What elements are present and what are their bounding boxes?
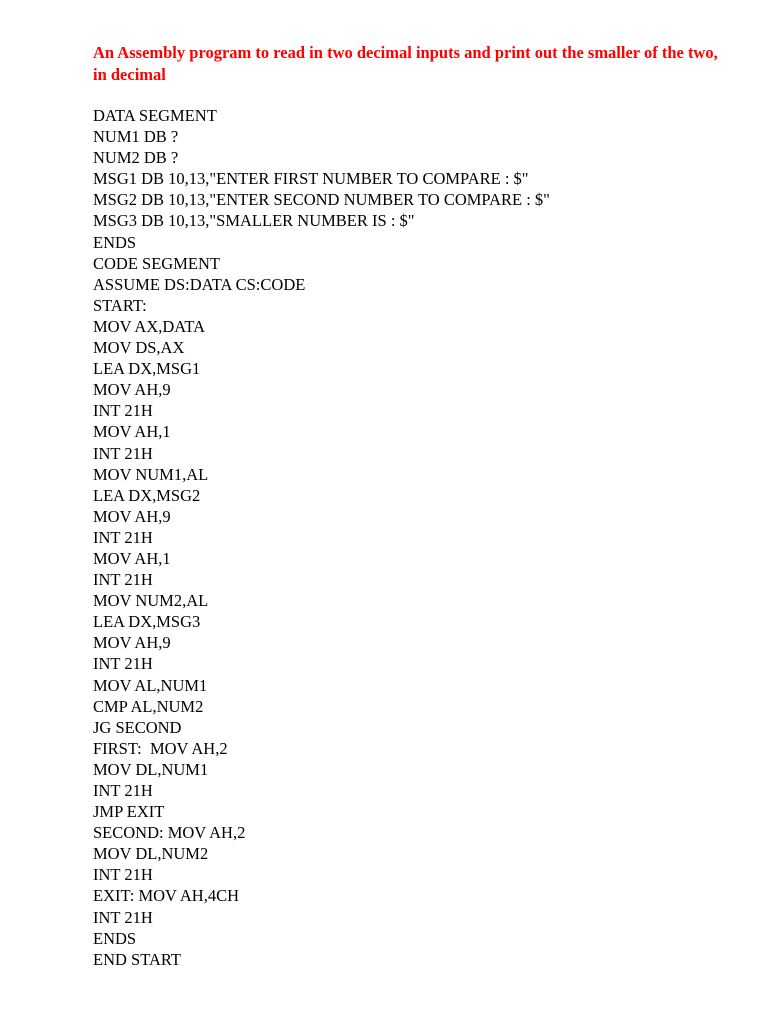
- code-line: START:: [93, 295, 147, 315]
- code-line: MOV AH,9: [93, 380, 171, 400]
- code-line: MOV AH,1: [93, 422, 171, 442]
- code-line: ENDS: [93, 232, 137, 252]
- document-title: An Assembly program to read in two decimal inputs and print out the smaller of the two, in decimal: [93, 43, 718, 84]
- code-line: NUM2 DB ?: [93, 148, 179, 168]
- code-line: JG SECOND: [93, 717, 182, 737]
- code-line: INT 21H: [93, 781, 153, 800]
- code-line: MSG2 DB 10,13,"ENTER SECOND NUMBER TO COMPARE : $": [93, 190, 550, 210]
- code-line: LEA DX,MSG2: [93, 485, 201, 505]
- code-line: NUM1 DB ?: [93, 127, 179, 147]
- code-line: CMP AL,NUM2: [93, 696, 204, 716]
- code-line: MOV AL,NUM1: [93, 675, 208, 695]
- code-line: END START: [93, 949, 181, 969]
- code-listing: [93, 105, 550, 970]
- code-line: MOV NUM2,AL: [93, 591, 209, 611]
- code-line: ENDS: [93, 928, 137, 948]
- code-line: EXIT: MOV AH,4CH: [93, 886, 240, 906]
- code-line: INT 21H: [93, 401, 153, 421]
- code-line: INT 21H: [93, 865, 153, 885]
- code-line: MOV AH,9: [93, 633, 171, 653]
- code-line: MOV DL,NUM2: [93, 844, 209, 864]
- code-line: MSG3 DB 10,13,"SMALLER NUMBER IS : $": [93, 211, 415, 231]
- code-line: ASSUME DS:DATA CS:CODE: [93, 274, 306, 294]
- code-line: INT 21H: [93, 443, 153, 463]
- code-line: INT 21H: [93, 570, 153, 590]
- code-line: SECOND: MOV AH,2: [93, 823, 246, 843]
- code-line: MOV NUM1,AL: [93, 464, 209, 484]
- code-line: MOV AX,DATA: [93, 316, 206, 336]
- code-line: INT 21H: [93, 907, 153, 927]
- code-line: INT 21H: [93, 527, 153, 547]
- code-line: FIRST: MOV AH,2: [93, 738, 228, 758]
- code-line: LEA DX,MSG1: [93, 359, 201, 379]
- code-line: MSG1 DB 10,13,"ENTER FIRST NUMBER TO COMPARE : $": [93, 169, 529, 189]
- code-line: INT 21H: [93, 654, 153, 674]
- code-line: CODE SEGMENT: [93, 253, 220, 273]
- code-line: JMP EXIT: [93, 802, 165, 822]
- code-line: MOV AH,1: [93, 548, 171, 568]
- code-line: MOV AH,9: [93, 506, 171, 526]
- code-line: MOV DL,NUM1: [93, 759, 209, 779]
- code-line: DATA SEGMENT: [93, 106, 217, 125]
- code-line: LEA DX,MSG3: [93, 612, 201, 632]
- code-line: MOV DS,AX: [93, 338, 185, 358]
